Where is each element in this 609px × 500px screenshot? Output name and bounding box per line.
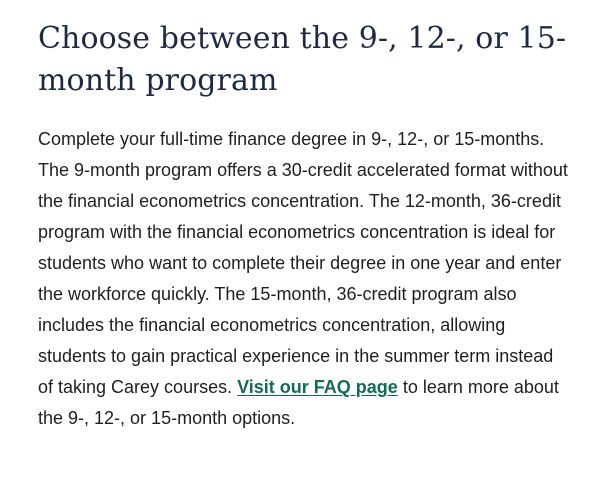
section-heading: Choose between the 9-, 12-, or 15-month program [38,21,567,98]
section-description [38,124,573,434]
description-text: Complete your full-time finance degree in 9-, 12-, or 15-months. The 9-month program offers a 30-credit accelerated format without the financial econometrics concentration. The 12-month, 36-credit program with the financial econometrics concentration is ideal for students who want to complete their degree in one year and enter the workforce quickly. The 15-month, 36-credit program also includes the financial econometrics concentration, allowing students to gain practical experience in the summer term instead of taking Carey courses. [38,129,568,397]
program-section [38,18,573,434]
link-trailing-text: to learn more about the 9-, 12-, or 15-month options. [38,377,559,428]
faq-page-link[interactable]: Visit our FAQ page [237,377,398,397]
